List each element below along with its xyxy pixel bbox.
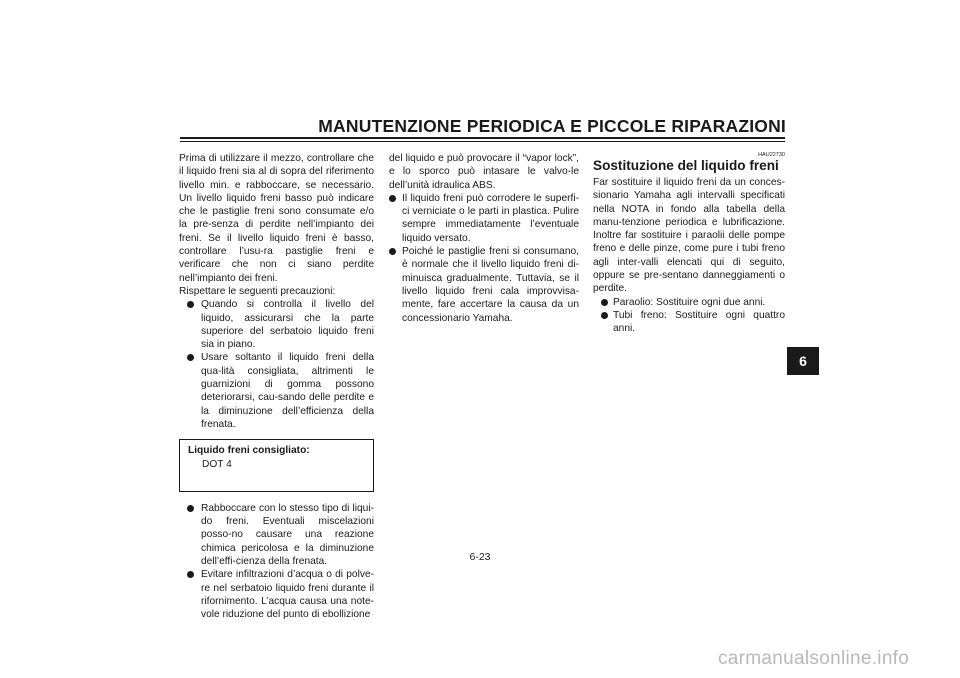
spec-value: DOT 4 (202, 458, 232, 470)
bullet-icon (187, 571, 194, 578)
continuation-text: del liquido e può provocare il “vapor lock”, e lo sporco può intasare le valvo-le dell’unità idraulica ABS. (389, 153, 579, 191)
replacement-list (593, 296, 785, 336)
list-item: Rabboccare con lo stesso tipo di liqui-do freni. Eventuali miscelazioni posso-no causare una reazione chimica pericolosa e la diminuzione dell’effi-cienza della frenata. (179, 502, 374, 568)
page-number: 6-23 (469, 551, 491, 563)
bullet-icon (601, 312, 608, 319)
bullet-icon (389, 248, 396, 255)
column-2 (389, 152, 579, 325)
column-3 (593, 152, 785, 336)
spec-label: Liquido freni consigliato: (188, 445, 310, 457)
list-item: Usare soltanto il liquido freni della qua-lità consigliata, altrimenti le guarnizioni di gomma possono deteriorarsi, cau-sando delle perdite e la diminuzione dell’efficienza della frenata. (179, 351, 374, 431)
precautions-list-c (389, 192, 579, 325)
section-heading: Sostituzione del liquido freni (593, 158, 779, 173)
column-1 (179, 152, 374, 622)
bullet-icon (389, 195, 396, 202)
list-item: Paraolio: Sostituire ogni due anni. (593, 296, 785, 309)
precautions-list-a (179, 298, 374, 431)
section-body: Far sostituire il liquido freni da un conces-sionario Yamaha agli intervalli specificati nella NOTA in fondo alla tabella della manu-tenzione periodica e lubrificazione. Inoltre far sostituire i paraolii delle pompe freno e delle pinze, come pure i tubi freno agli inter-valli elencati qui di seguito, oppure se pre-sentano danneggiamenti o perdite. (593, 177, 785, 295)
page-title: MANUTENZIONE PERIODICA E PICCOLE RIPARAZIONI (318, 116, 786, 136)
list-item: Poiché le pastiglie freni si consumano, è normale che il livello liquido freni di-minuisca gradualmente. Tuttavia, se il livello liquido freni cala improvvisa-mente, fare accertare la causa da un concessionario Yamaha. (389, 245, 579, 325)
title-rule-thick (180, 137, 785, 139)
intro-paragraph: Prima di utilizzare il mezzo, controllare che il liquido freni sia al di sopra del riferimento livello min. e rabboccare, se necessario. Un livello liquido freni basso può indicare che le pastiglie freni sono consumate e/o la pre-senza di perdite nell’impianto dei freni. Se il livello liquido freni è basso, controllare l’usu-ra pastiglie freni e verificare che non ci siano perdite nell’impianto dei freni. (179, 153, 374, 284)
bullet-icon (187, 354, 194, 361)
bullet-icon (601, 299, 608, 306)
chapter-tab: 6 (787, 347, 819, 375)
bullet-icon (187, 505, 194, 512)
watermark: carmanualsonline.info (718, 648, 910, 669)
bullet-icon (187, 301, 194, 308)
spec-box (179, 439, 374, 492)
reference-code: HAU22730 (758, 152, 785, 158)
precautions-lead: Rispettare le seguenti precauzioni: (179, 285, 336, 297)
list-item: Quando si controlla il livello del liquido, assicurarsi che la parte superiore del serbatoio liquido freni sia in piano. (179, 298, 374, 351)
precautions-list-b (179, 502, 374, 622)
list-item: Tubi freno: Sostituire ogni quattro anni. (593, 309, 785, 336)
title-rule-thin (180, 141, 785, 142)
list-item: Il liquido freni può corrodere le superfi-ci verniciate o le parti in plastica. Pulire sempre immediatamente l’eventuale liquido versato. (389, 192, 579, 245)
list-item: Evitare infiltrazioni d’acqua o di polve-re nel serbatoio liquido freni durante il rifornimento. L’acqua causa una note-vole riduzione del punto di ebollizione (179, 568, 374, 621)
